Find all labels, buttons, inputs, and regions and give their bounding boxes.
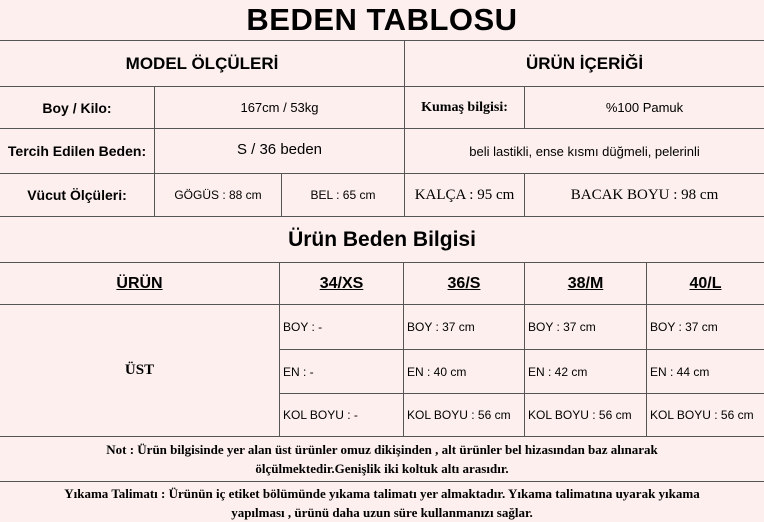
size-cell: EN : 42 cm <box>528 364 588 379</box>
waist-measurement: BEL : 65 cm <box>310 188 376 202</box>
size-cell: EN : 44 cm <box>650 364 710 379</box>
column-header-size: 40/L <box>689 274 722 292</box>
size-cell: BOY : 37 cm <box>407 320 475 334</box>
size-cell: BOY : 37 cm <box>650 320 718 334</box>
model-measurements-header: MODEL ÖLÇÜLERİ <box>125 53 279 73</box>
measurement-note <box>0 440 764 480</box>
preferred-size-value: S / 36 beden <box>236 141 323 158</box>
product-features: beli lastikli, ense kısmı düğmeli, pelerinli <box>469 143 700 159</box>
column-header-product: ÜRÜN <box>116 274 163 292</box>
size-cell: KOL BOYU : - <box>283 408 358 422</box>
washing-line: yapılması , ürünü daha uzun süre kullanmanızı sağlar. <box>231 505 533 520</box>
divider <box>0 436 764 437</box>
divider <box>0 481 764 482</box>
leg-length-measurement: BACAK BOYU : 98 cm <box>570 186 719 203</box>
size-cell: BOY : 37 cm <box>528 320 596 334</box>
hip-measurement: KALÇA : 95 cm <box>414 186 515 203</box>
fabric-label: Kumaş bilgisi: <box>421 99 508 115</box>
size-cell: KOL BOYU : 56 cm <box>528 408 632 422</box>
column-header-size: 36/S <box>447 274 481 292</box>
column-header-size: 34/XS <box>319 274 364 292</box>
size-info-header: Ürün Beden Bilgisi <box>288 227 476 251</box>
size-cell: BOY : - <box>283 320 323 334</box>
washing-instructions <box>0 484 764 522</box>
product-content-header: ÜRÜN İÇERİĞİ <box>525 53 644 73</box>
fabric-value: %100 Pamuk <box>605 100 684 115</box>
height-weight-value: 167cm / 53kg <box>240 100 319 115</box>
height-weight-label: Boy / Kilo: <box>42 99 112 116</box>
size-cell: KOL BOYU : 56 cm <box>650 408 754 422</box>
chest-measurement: GÖGÜS : 88 cm <box>174 188 262 202</box>
preferred-size-label: Tercih Edilen Beden: <box>7 143 147 159</box>
column-header-size: 38/M <box>567 274 604 292</box>
washing-line: Yıkama Talimatı : Ürünün iç etiket bölümünde yıkama talimatı yer almaktadır. Yıkama talimatına uyarak yıkama <box>64 486 700 501</box>
body-measurements-label: Vücut Ölçüleri: <box>27 187 127 203</box>
note-line: Not : Ürün bilgisinde yer alan üst ürünler omuz dikişinden , alt ürünler bel hizasından baz alınarak <box>106 442 658 457</box>
size-cell: KOL BOYU : 56 cm <box>407 408 511 422</box>
size-cell: EN : 40 cm <box>407 364 467 379</box>
page-title: BEDEN TABLOSU <box>246 2 518 37</box>
size-cell: EN : - <box>283 364 314 379</box>
row-label-top: ÜST <box>124 362 155 378</box>
note-line: ölçülmektedir.Genişlik iki koltuk altı arasıdır. <box>255 461 509 476</box>
